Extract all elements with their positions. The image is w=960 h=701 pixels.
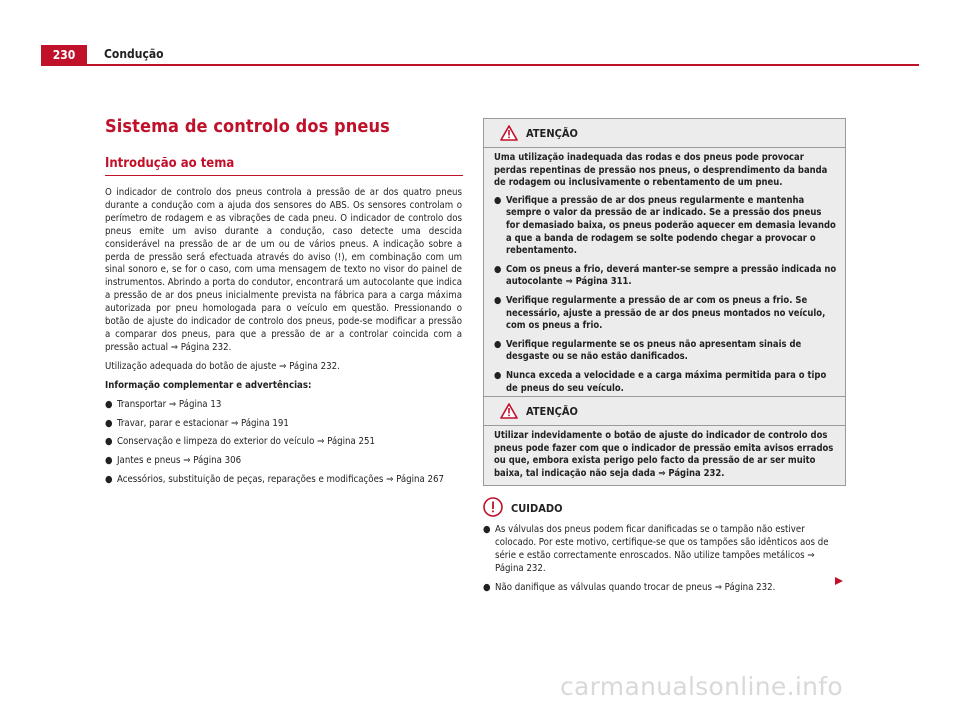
list-item xyxy=(483,582,846,595)
warning-triangle-icon xyxy=(500,125,518,141)
link-jantes[interactable]: Jantes e pneus ⇒ Página 306 xyxy=(117,455,242,467)
intro-paragraph: O indicador de controlo dos pneus controla a pressão de ar dos quatro pneus durante a condução com a ajuda dos sensores do ABS. Os sensores controlam o perímetro de rodagem e as vibrações de cada pneu. O indicador de controlo dos pneus emite um aviso durante a condução, caso detecte uma descida considerável na pressão de ar de um ou de vários pneus. A indicação sobre a perda de pressão será efectuada através do aviso (!), em combinação com um sinal sonoro e, se for o caso, com uma mensagem de texto no visor do painel de instrumentos. Abrindo a porta do condutor, encontrará um autocolante que indica a pressão de ar dos pneus inicialmente prevista na fábrica para a carga máxima autorizada por pneu homologada para o veículo em questão. Pressionando o botão de ajuste do indicador de controlo dos pneus, pode-se modificar a pressão a comparar dos pneus, para que a pressão de ar a controlar coincida com a pressão actual ⇒ Página 232. xyxy=(105,187,462,353)
list-item xyxy=(105,455,462,468)
warning-item: Com os pneus a frio, deverá manter-se sempre a pressão indicada no autocolante ⇒ Página 311. xyxy=(506,263,837,288)
warning-body xyxy=(484,426,845,485)
caution-header xyxy=(483,496,846,518)
link-acessorios[interactable]: Acessórios, substituição de peças, reparações e modificações ⇒ Página 267 xyxy=(117,474,445,486)
warning-triangle-icon xyxy=(500,403,518,419)
list-item xyxy=(105,436,462,449)
list-item xyxy=(494,339,837,364)
list-item xyxy=(494,295,837,333)
complementary-heading: Informação complementar e advertências: xyxy=(105,379,312,391)
list-item xyxy=(483,524,846,576)
chapter-title: Condução xyxy=(104,47,164,61)
list-item xyxy=(494,195,837,258)
warning-box-2 xyxy=(483,396,846,486)
link-transportar[interactable]: Transportar ⇒ Página 13 xyxy=(117,398,222,410)
bullet-icon: ● xyxy=(494,369,502,381)
list-item xyxy=(494,370,837,395)
bullet-icon: ● xyxy=(494,338,502,350)
warning-header xyxy=(484,119,845,148)
warning-intro: Uma utilização inadequada das rodas e dos pneus pode provocar perdas repentinas de pressão nos pneus, o desprendimento da banda de rodagem ou inclusivamente o rebentamento de um pneu. xyxy=(494,152,828,189)
bullet-icon: ● xyxy=(494,194,502,206)
list-item xyxy=(105,418,462,431)
caution-exclamation-icon xyxy=(483,497,503,517)
bullet-icon: ● xyxy=(105,398,113,410)
header-rule xyxy=(41,64,919,66)
next-page-arrow-icon[interactable] xyxy=(834,576,844,586)
warning-item: Verifique a pressão de ar dos pneus regularmente e mantenha sempre o valor da pressão de ar indicado. Se a pressão dos pneus for demasiado baixa, os pneus poderão aquecer em demasia levando a que a banda de rodagem se solte podendo chegar a provocar o rebentamento. xyxy=(506,194,836,257)
warning-text: Utilizar indevidamente o botão de ajuste do indicador de controlo dos pneus pode fazer com que o indicador de pressão emita avisos errados ou que, embora exista perigo pelo facto da pressão de ar ser muito baixa, tal indicação não seja dada ⇒ Página 232. xyxy=(494,430,834,479)
section-title: Sistema de controlo dos pneus xyxy=(105,116,390,137)
list-item xyxy=(105,474,462,487)
warning-header xyxy=(484,397,845,426)
warning-item: Nunca exceda a velocidade e a carga máxima permitida para o tipo de pneus do seu veículo. xyxy=(506,369,827,394)
bullet-icon: ● xyxy=(494,294,502,306)
bullet-icon: ● xyxy=(483,581,491,593)
warning-body xyxy=(484,148,845,400)
usage-line: Utilização adequada do botão de ajuste ⇒ Página 232. xyxy=(105,360,340,372)
list-item xyxy=(105,399,462,412)
warning-item: Verifique regularmente a pressão de ar com os pneus a frio. Se necessário, ajuste a pressão de ar dos pneus montados no veículo, com os pneus a frio. xyxy=(506,294,826,332)
caution-item: Não danifique as válvulas quando trocar de pneus ⇒ Página 232. xyxy=(495,581,776,593)
left-column xyxy=(105,187,462,493)
caution-item: As válvulas dos pneus podem ficar danificadas se o tampão não estiver colocado. Por este motivo, certifique-se que os tampões são idênticos aos de série e estão correctamente enroscados. Não utilize tampões metálicos ⇒ Página 232. xyxy=(495,524,829,574)
link-travar[interactable]: Travar, parar e estacionar ⇒ Página 191 xyxy=(117,417,289,429)
bullet-icon: ● xyxy=(483,524,491,535)
bullet-icon: ● xyxy=(494,263,502,275)
list-item xyxy=(494,264,837,289)
caution-title: CUIDADO xyxy=(511,501,563,515)
watermark: carmanualsonline.info xyxy=(560,672,843,701)
subsection-title: Introdução ao tema xyxy=(105,156,463,176)
warning-box-1 xyxy=(483,118,846,401)
warning-item: Verifique regularmente se os pneus não apresentam sinais de desgaste ou se não estão danificados. xyxy=(506,338,802,363)
page-number: 230 xyxy=(41,45,87,65)
bullet-icon: ● xyxy=(105,417,113,429)
warning-title: ATENÇÃO xyxy=(526,404,578,418)
warning-title: ATENÇÃO xyxy=(526,126,578,140)
bullet-icon: ● xyxy=(105,455,113,467)
caution-section xyxy=(483,496,846,601)
link-conservacao[interactable]: Conservação e limpeza do exterior do veículo ⇒ Página 251 xyxy=(117,436,375,448)
bullet-icon: ● xyxy=(105,474,113,486)
bullet-icon: ● xyxy=(105,436,113,448)
